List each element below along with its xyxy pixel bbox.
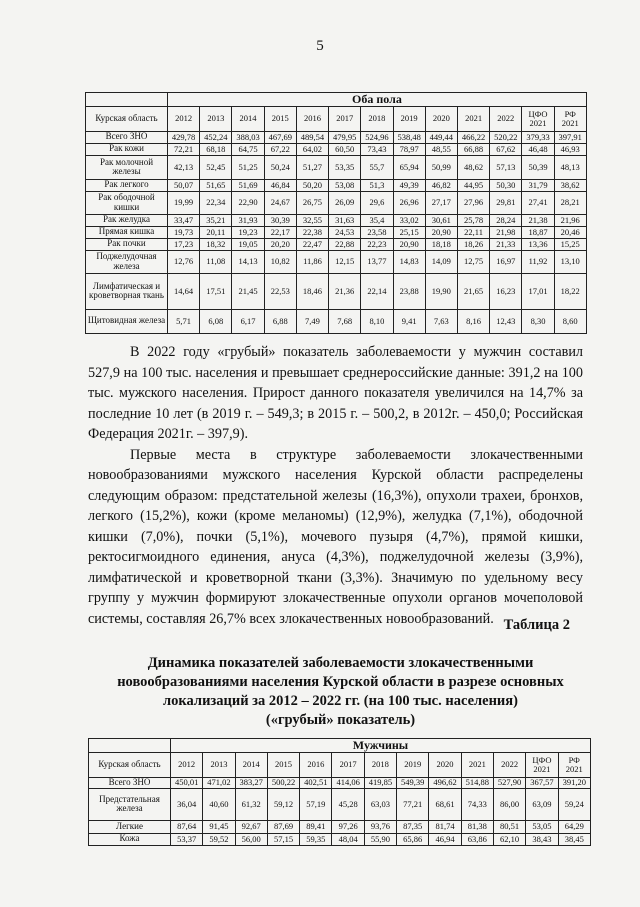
- year-header: 2020: [425, 106, 457, 131]
- table-cell: 402,51: [300, 777, 332, 788]
- table-cell: 53,08: [329, 179, 361, 191]
- table-cell: 23,88: [393, 273, 425, 309]
- table-cell: 89,41: [300, 820, 332, 833]
- region-header: Курская область: [89, 752, 171, 777]
- table-cell: 97,26: [332, 820, 364, 833]
- year-header: 2021: [457, 106, 489, 131]
- table-row: [86, 309, 587, 333]
- table-cell: 48,55: [425, 143, 457, 155]
- table-cell: 31,79: [522, 179, 554, 191]
- table-cell: 30,61: [425, 214, 457, 226]
- table-cell: 479,95: [329, 131, 361, 143]
- table-row: [86, 191, 587, 214]
- body-text: [88, 342, 583, 629]
- table-cell: 48,13: [554, 155, 586, 179]
- year-header: 2022: [493, 752, 525, 777]
- table-cell: 81,38: [461, 820, 493, 833]
- table-cell: 13,77: [361, 250, 393, 273]
- table-cell: 496,62: [429, 777, 461, 788]
- table-cell: 57,13: [490, 155, 522, 179]
- table-cell: 19,05: [232, 238, 264, 250]
- year-header: 2019: [397, 752, 429, 777]
- table-cell: 20,46: [554, 226, 586, 238]
- table-cell: 57,19: [300, 788, 332, 820]
- table-title-line: («грубый» показатель): [265, 712, 416, 728]
- table-cell: 87,69: [267, 820, 299, 833]
- table-cell: 27,17: [425, 191, 457, 214]
- year-header: 2012: [168, 106, 200, 131]
- table-cell: 19,90: [425, 273, 457, 309]
- table-cell: 419,85: [364, 777, 396, 788]
- table-cell: 33,02: [393, 214, 425, 226]
- table-cell: 51,65: [200, 179, 232, 191]
- year-header: 2018: [361, 106, 393, 131]
- table-cell: 21,96: [554, 214, 586, 226]
- table-cell: 18,46: [296, 273, 328, 309]
- table-cell: 8,16: [457, 309, 489, 333]
- table-cell: 383,27: [235, 777, 267, 788]
- table-cell: 6,88: [264, 309, 296, 333]
- table-cell: 51,69: [232, 179, 264, 191]
- table-cell: 87,35: [397, 820, 429, 833]
- year-header: 2019: [393, 106, 425, 131]
- table-cell: 7,63: [425, 309, 457, 333]
- table-row: [86, 238, 587, 250]
- table-cell: 17,23: [168, 238, 200, 250]
- table-cell: 46,94: [429, 833, 461, 845]
- table-cell: 15,25: [554, 238, 586, 250]
- page-number: 5: [316, 38, 324, 54]
- table-cell: 17,01: [522, 273, 554, 309]
- table-row: [86, 143, 587, 155]
- table-header-row: [86, 106, 587, 131]
- table-cell: 17,51: [200, 273, 232, 309]
- table-cell: 28,24: [490, 214, 522, 226]
- year-header: 2014: [235, 752, 267, 777]
- table-cell: 16,23: [490, 273, 522, 309]
- table-cell: 391,20: [558, 777, 590, 788]
- table-cell: 72,21: [168, 143, 200, 155]
- table-cell: 466,22: [457, 131, 489, 143]
- year-header: 2020: [429, 752, 461, 777]
- table-cell: 38,62: [554, 179, 586, 191]
- table-cell: 55,90: [364, 833, 396, 845]
- table-cell: 7,49: [296, 309, 328, 333]
- table-cell: 20,90: [425, 226, 457, 238]
- table-cell: 5,71: [168, 309, 200, 333]
- table-cell: 50,24: [264, 155, 296, 179]
- row-label: Всего ЗНО: [86, 131, 168, 143]
- table-cell: 35,4: [361, 214, 393, 226]
- table-cell: 452,24: [200, 131, 232, 143]
- row-label: Рак молочной железы: [86, 155, 168, 179]
- table-cell: 38,45: [558, 833, 590, 845]
- table-cell: 56,00: [235, 833, 267, 845]
- table-cell: 78,97: [393, 143, 425, 155]
- table-cell: 21,33: [490, 238, 522, 250]
- table-row: [89, 777, 591, 788]
- table-cell: 379,33: [522, 131, 554, 143]
- table-cell: 51,25: [232, 155, 264, 179]
- table-cell: 20,20: [264, 238, 296, 250]
- table-cell: 87,64: [171, 820, 203, 833]
- table-cell: 22,88: [329, 238, 361, 250]
- table-cell: 22,14: [361, 273, 393, 309]
- table-row: [86, 226, 587, 238]
- row-label: Лимфатическая и кроветворная ткань: [86, 273, 168, 309]
- table-cell: 28,21: [554, 191, 586, 214]
- table-cell: 12,75: [457, 250, 489, 273]
- table-cell: 50,20: [296, 179, 328, 191]
- table-cell: 63,86: [461, 833, 493, 845]
- table-cell: 50,07: [168, 179, 200, 191]
- table-cell: 367,57: [526, 777, 558, 788]
- table-title-line: локализаций за 2012 – 2022 гг. (на 100 тыс. населения): [163, 693, 518, 709]
- year-header: 2017: [332, 752, 364, 777]
- table-cell: 30,39: [264, 214, 296, 226]
- table-cell: 44,95: [457, 179, 489, 191]
- table-cell: 22,23: [361, 238, 393, 250]
- table-group-title: Мужчины: [171, 739, 591, 753]
- table-cell: 11,92: [522, 250, 554, 273]
- row-label: Кожа: [89, 833, 171, 845]
- table-row: [86, 214, 587, 226]
- table-corner: [89, 739, 171, 753]
- table-cell: 21,98: [490, 226, 522, 238]
- table-cell: 538,48: [393, 131, 425, 143]
- table-cell: 63,09: [526, 788, 558, 820]
- region-header: Курская область: [86, 106, 168, 131]
- cfo-header: ЦФО 2021: [526, 752, 558, 777]
- table-cell: 53,35: [329, 155, 361, 179]
- table-cell: 527,90: [493, 777, 525, 788]
- table-cell: 46,82: [425, 179, 457, 191]
- table-title-line: Динамика показателей заболеваемости злокачественными: [147, 655, 534, 671]
- year-header: 2012: [171, 752, 203, 777]
- table-header-row: [89, 752, 591, 777]
- table-cell: 8,30: [522, 309, 554, 333]
- table-cell: 8,60: [554, 309, 586, 333]
- table-cell: 91,45: [203, 820, 235, 833]
- table-cell: 86,00: [493, 788, 525, 820]
- table-cell: 549,39: [397, 777, 429, 788]
- table-cell: 48,62: [457, 155, 489, 179]
- row-label: Щитовидная железа: [86, 309, 168, 333]
- year-header: 2015: [264, 106, 296, 131]
- year-header: 2013: [200, 106, 232, 131]
- table-cell: 13,36: [522, 238, 554, 250]
- table-cell: 67,62: [490, 143, 522, 155]
- table-row: [86, 179, 587, 191]
- table-cell: 59,52: [203, 833, 235, 845]
- table-group-title: Оба пола: [168, 93, 587, 107]
- table-cell: 64,75: [232, 143, 264, 155]
- table-group-row: [86, 93, 587, 107]
- table-cell: 20,90: [393, 238, 425, 250]
- table-cell: 12,15: [329, 250, 361, 273]
- table-corner: [86, 93, 168, 107]
- table-cell: 18,26: [457, 238, 489, 250]
- table-cell: 45,28: [332, 788, 364, 820]
- table-cell: 52,45: [200, 155, 232, 179]
- table-cell: 46,48: [522, 143, 554, 155]
- table-cell: 92,67: [235, 820, 267, 833]
- table-cell: 53,05: [526, 820, 558, 833]
- table-cell: 77,21: [397, 788, 429, 820]
- year-header: 2013: [203, 752, 235, 777]
- table-cell: 65,86: [397, 833, 429, 845]
- table-cell: 50,30: [490, 179, 522, 191]
- table-cell: 514,88: [461, 777, 493, 788]
- year-header: 2015: [267, 752, 299, 777]
- table-cell: 397,91: [554, 131, 586, 143]
- table-cell: 14,13: [232, 250, 264, 273]
- table-cell: 20,11: [200, 226, 232, 238]
- table-cell: 29,6: [361, 191, 393, 214]
- table-cell: 18,32: [200, 238, 232, 250]
- table-cell: 19,23: [232, 226, 264, 238]
- row-label: Поджелудочная железа: [86, 250, 168, 273]
- table-cell: 53,37: [171, 833, 203, 845]
- table-cell: 32,55: [296, 214, 328, 226]
- table-row: [89, 820, 591, 833]
- year-header: 2021: [461, 752, 493, 777]
- table-cell: 18,87: [522, 226, 554, 238]
- table-cell: 31,93: [232, 214, 264, 226]
- table-cell: 22,34: [200, 191, 232, 214]
- table-cell: 22,47: [296, 238, 328, 250]
- table-cell: 46,93: [554, 143, 586, 155]
- table-cell: 29,81: [490, 191, 522, 214]
- table-cell: 49,39: [393, 179, 425, 191]
- paragraph-male-structure: Первые места в структуре заболеваемости злокачественными новообразованиями мужского населения Курской области распределены следующим образом: предстательной железы (16,3%), опухоли трахеи, бронхов, легкого (15,2%), кожи (кроме меланомы) (12,9%), желудка (7,1%), ободочной кишки (7,0%), почки (5,1%), мочевого пузыря (4,7%), прямой кишки, ректосигмоидного единения, ануса (4,3%), поджелудочной железы (3,9%), лимфатической и кроветворной ткани (3,3%). Значимую по удельному весу группу у мужчин формируют злокачественные опухоли органов мочеполовой системы, составляя 26,7% всех злокачественных новообразований.: [88, 446, 583, 627]
- table-cell: 489,54: [296, 131, 328, 143]
- table-cell: 48,04: [332, 833, 364, 845]
- table-cell: 14,09: [425, 250, 457, 273]
- table-label: Таблица 2: [503, 617, 570, 633]
- table-cell: 57,15: [267, 833, 299, 845]
- table-cell: 14,83: [393, 250, 425, 273]
- table-row: [86, 155, 587, 179]
- table-cell: 9,41: [393, 309, 425, 333]
- table-cell: 7,68: [329, 309, 361, 333]
- table-cell: 81,74: [429, 820, 461, 833]
- table-cell: 36,04: [171, 788, 203, 820]
- rf-header: РФ 2021: [558, 752, 590, 777]
- row-label: Прямая кишка: [86, 226, 168, 238]
- table-cell: 65,94: [393, 155, 425, 179]
- table-cell: 18,22: [554, 273, 586, 309]
- rf-header: РФ 2021: [554, 106, 586, 131]
- table-cell: 520,22: [490, 131, 522, 143]
- table-cell: 21,38: [522, 214, 554, 226]
- table-cell: 524,96: [361, 131, 393, 143]
- table-cell: 35,21: [200, 214, 232, 226]
- table-cell: 68,61: [429, 788, 461, 820]
- table-cell: 14,64: [168, 273, 200, 309]
- table-cell: 62,10: [493, 833, 525, 845]
- table-cell: 6,08: [200, 309, 232, 333]
- table-cell: 42,13: [168, 155, 200, 179]
- table-cell: 414,06: [332, 777, 364, 788]
- paragraph-male-incidence: В 2022 году «грубый» показатель заболеваемости у мужчин составил 527,9 на 100 тыс. населения и превышает среднероссийские данные: 391,2 на 100 тыс. мужского населения. Прирост данного показателя увеличился на 14,7% за последние 10 лет (в 2019 г. – 549,3; в 2015 г. – 500,2, в 2012г. – 450,0; Российская Федерация 2021г. – 397,9).: [88, 344, 583, 442]
- incidence-table-men: [88, 738, 591, 846]
- year-header: 2022: [490, 106, 522, 131]
- table-cell: 429,78: [168, 131, 200, 143]
- row-label: Рак желудка: [86, 214, 168, 226]
- table-cell: 25,15: [393, 226, 425, 238]
- table-cell: 11,86: [296, 250, 328, 273]
- table-cell: 23,58: [361, 226, 393, 238]
- table-cell: 64,02: [296, 143, 328, 155]
- row-label: Легкие: [89, 820, 171, 833]
- table-cell: 449,44: [425, 131, 457, 143]
- table-cell: 19,73: [168, 226, 200, 238]
- table-cell: 11,08: [200, 250, 232, 273]
- table-cell: 18,18: [425, 238, 457, 250]
- year-header: 2016: [296, 106, 328, 131]
- table-cell: 500,22: [267, 777, 299, 788]
- table-cell: 80,51: [493, 820, 525, 833]
- table-cell: 55,7: [361, 155, 393, 179]
- table-cell: 66,88: [457, 143, 489, 155]
- row-label: Рак легкого: [86, 179, 168, 191]
- table-row: [86, 131, 587, 143]
- table-cell: 74,33: [461, 788, 493, 820]
- table-cell: 59,35: [300, 833, 332, 845]
- table-title: [88, 654, 593, 730]
- table-cell: 93,76: [364, 820, 396, 833]
- table-cell: 40,60: [203, 788, 235, 820]
- table-cell: 12,43: [490, 309, 522, 333]
- row-label: Всего ЗНО: [89, 777, 171, 788]
- table-cell: 8,10: [361, 309, 393, 333]
- table-cell: 13,10: [554, 250, 586, 273]
- table-cell: 24,53: [329, 226, 361, 238]
- table-cell: 24,67: [264, 191, 296, 214]
- row-label: Рак почки: [86, 238, 168, 250]
- year-header: 2014: [232, 106, 264, 131]
- row-label: Предстательная железа: [89, 788, 171, 820]
- table-cell: 50,39: [522, 155, 554, 179]
- row-label: Рак кожи: [86, 143, 168, 155]
- table-cell: 26,75: [296, 191, 328, 214]
- table-cell: 10,82: [264, 250, 296, 273]
- row-label: Рак ободочной кишки: [86, 191, 168, 214]
- table-cell: 22,90: [232, 191, 264, 214]
- table-cell: 63,03: [364, 788, 396, 820]
- table-cell: 51,27: [296, 155, 328, 179]
- cfo-header: ЦФО 2021: [522, 106, 554, 131]
- table-cell: 59,24: [558, 788, 590, 820]
- incidence-table-both-sexes: [85, 92, 587, 334]
- table-cell: 25,78: [457, 214, 489, 226]
- table-cell: 61,32: [235, 788, 267, 820]
- table-row: [89, 833, 591, 845]
- table-row: [86, 273, 587, 309]
- table-cell: 21,65: [457, 273, 489, 309]
- year-header: 2018: [364, 752, 396, 777]
- year-header: 2016: [300, 752, 332, 777]
- table-cell: 12,76: [168, 250, 200, 273]
- table-cell: 21,36: [329, 273, 361, 309]
- table-cell: 19,99: [168, 191, 200, 214]
- table-cell: 31,63: [329, 214, 361, 226]
- table-cell: 67,22: [264, 143, 296, 155]
- table-cell: 21,45: [232, 273, 264, 309]
- table-cell: 46,84: [264, 179, 296, 191]
- table-cell: 68,18: [200, 143, 232, 155]
- table-row: [86, 250, 587, 273]
- table-cell: 50,99: [425, 155, 457, 179]
- table-cell: 22,17: [264, 226, 296, 238]
- table-cell: 22,38: [296, 226, 328, 238]
- table-cell: 22,11: [457, 226, 489, 238]
- table-cell: 26,96: [393, 191, 425, 214]
- table-cell: 26,09: [329, 191, 361, 214]
- table-cell: 73,43: [361, 143, 393, 155]
- table-cell: 27,96: [457, 191, 489, 214]
- table-cell: 6,17: [232, 309, 264, 333]
- table-group-row: [89, 739, 591, 753]
- table-cell: 22,53: [264, 273, 296, 309]
- table-cell: 33,47: [168, 214, 200, 226]
- table-cell: 467,69: [264, 131, 296, 143]
- table-cell: 64,29: [558, 820, 590, 833]
- table-row: [89, 788, 591, 820]
- table-cell: 27,41: [522, 191, 554, 214]
- table-title-line: новообразованиями населения Курской области в разрезе основных: [117, 674, 564, 690]
- table-cell: 38,43: [526, 833, 558, 845]
- table-cell: 450,01: [171, 777, 203, 788]
- table-cell: 388,03: [232, 131, 264, 143]
- year-header: 2017: [329, 106, 361, 131]
- table-cell: 51,3: [361, 179, 393, 191]
- table-cell: 16,97: [490, 250, 522, 273]
- table-cell: 471,02: [203, 777, 235, 788]
- table-cell: 59,12: [267, 788, 299, 820]
- table-cell: 60,50: [329, 143, 361, 155]
